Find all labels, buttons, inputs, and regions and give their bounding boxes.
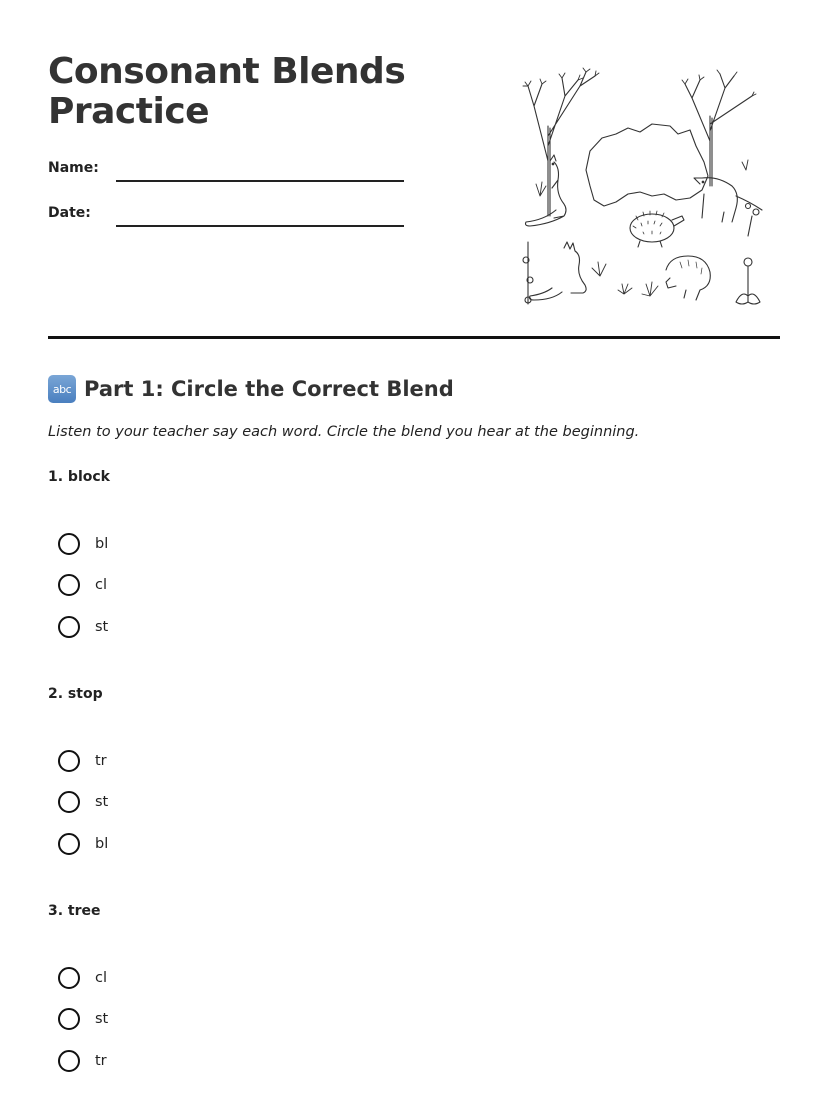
radio-circle[interactable] [58, 533, 80, 555]
option-cl[interactable] [58, 565, 108, 607]
wallaby-icon [530, 242, 587, 300]
option-label: st [95, 794, 109, 811]
option-st[interactable] [58, 606, 108, 648]
question-2 [48, 686, 448, 852]
radio-circle[interactable] [58, 833, 80, 855]
radio-circle[interactable] [58, 791, 80, 813]
option-label: cl [95, 577, 108, 594]
option-label: st [95, 618, 109, 635]
name-label: Name: [48, 160, 99, 176]
question-2-options [58, 740, 108, 865]
abc-icon: abc [48, 375, 76, 403]
date-field-row [48, 205, 408, 229]
option-bl[interactable] [58, 823, 108, 865]
worksheet-header [48, 0, 780, 440]
radio-circle[interactable] [58, 1050, 80, 1072]
option-tr[interactable] [58, 740, 108, 782]
option-label: tr [95, 752, 107, 769]
name-write-line[interactable] [116, 180, 404, 182]
question-label: 3. tree [48, 903, 101, 919]
option-label: cl [95, 969, 108, 986]
date-label: Date: [48, 205, 91, 221]
question-label: 2. stop [48, 686, 103, 702]
option-st[interactable] [58, 999, 108, 1041]
date-write-line[interactable] [116, 225, 404, 227]
question-1 [48, 469, 448, 635]
radio-circle[interactable] [58, 574, 80, 596]
left-tree-icon [523, 68, 599, 216]
question-label: 1. block [48, 469, 110, 485]
australian-animals-illustration [520, 66, 770, 310]
option-label: tr [95, 1052, 107, 1069]
option-label: st [95, 1011, 109, 1028]
option-bl[interactable] [58, 523, 108, 565]
option-cl[interactable] [58, 957, 108, 999]
kangaroo-icon [526, 155, 567, 226]
echidna-icon [630, 211, 684, 247]
radio-circle[interactable] [58, 750, 80, 772]
worksheet-page [48, 0, 780, 1118]
part1-title: Part 1: Circle the Correct Blend [84, 377, 454, 401]
part1-instructions: Listen to your teacher say each word. Circle the blend you hear at the beginning. [48, 424, 640, 440]
question-3-options [58, 957, 108, 1082]
option-tr[interactable] [58, 1040, 108, 1082]
option-label: bl [95, 535, 109, 552]
radio-circle[interactable] [58, 616, 80, 638]
wombat-icon [666, 256, 710, 300]
radio-circle[interactable] [58, 1008, 80, 1030]
radio-circle[interactable] [58, 967, 80, 989]
question-1-options [58, 523, 108, 648]
name-field-row [48, 160, 408, 184]
question-3 [48, 903, 448, 1069]
option-st[interactable] [58, 782, 108, 824]
part1-heading [48, 375, 454, 403]
australia-map-icon [586, 124, 708, 206]
page-title: Consonant Blends Practice [48, 51, 406, 132]
option-label: bl [95, 835, 109, 852]
header-divider [48, 336, 780, 339]
grass-icon [536, 160, 748, 296]
